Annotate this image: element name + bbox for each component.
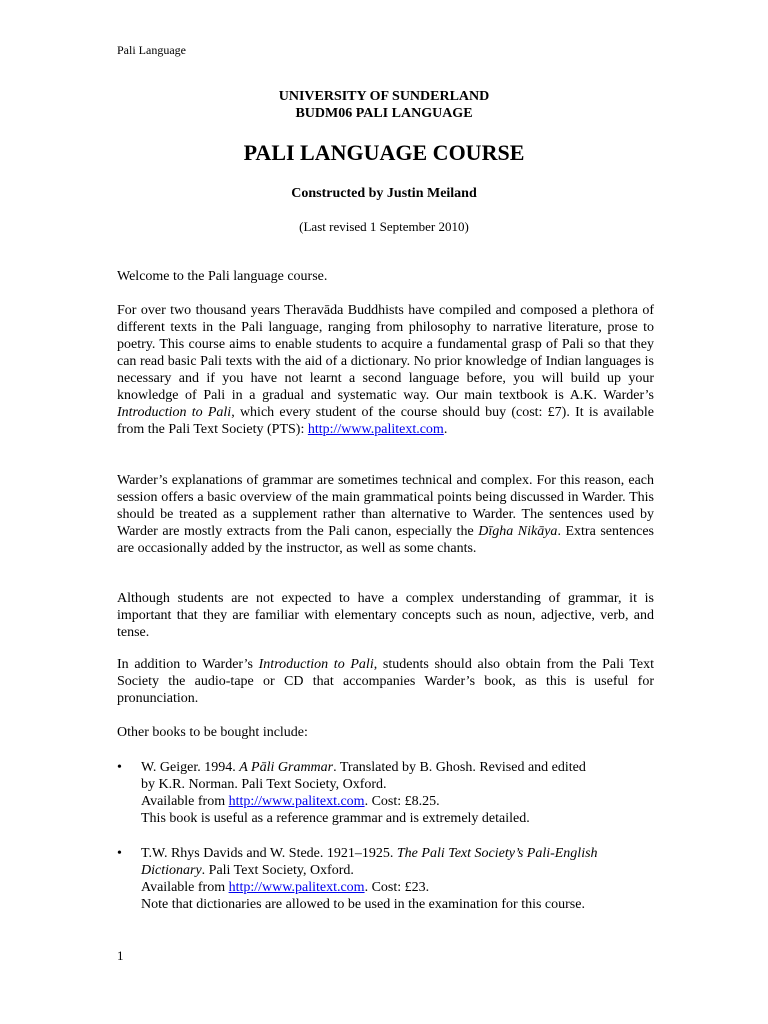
page-number: 1 <box>117 948 124 963</box>
textbook-title-2: Introduction to Pali <box>258 657 374 672</box>
digha-nikaya-title: Dīgha Nikāya <box>478 524 558 539</box>
page-title: PALI LANGUAGE COURSE <box>243 140 525 165</box>
grammar-paragraph <box>117 472 654 557</box>
bullet-icon: • <box>117 846 122 861</box>
list-item <box>117 845 657 913</box>
citation-line-2 <box>141 862 657 879</box>
availability-label: Available from <box>141 794 229 809</box>
audio-paragraph <box>117 656 654 707</box>
cost-text: . Cost: £8.25. <box>364 794 440 809</box>
citation-author: W. Geiger. 1994. <box>141 760 240 775</box>
list-item <box>117 759 657 827</box>
book-title: A Pāli Grammar <box>239 760 334 775</box>
citation-line-1 <box>141 845 657 862</box>
pts-link[interactable]: http://www.palitext.com <box>228 880 365 895</box>
concepts-paragraph: Although students are not expected to have a complex understanding of grammar, it is important that they are familiar with elementary concepts such as noun, adjective, verb, and tense. <box>117 591 654 640</box>
availability-line <box>141 793 657 810</box>
book-title: The Pali Text Society’s Pali-English <box>396 846 598 861</box>
intro-text-b: , which every student of the course should buy (cost: £7). It is available from the Pali Text Society (PTS): <box>117 405 654 437</box>
citation-line-1 <box>141 759 657 776</box>
book-note: Note that dictionaries are allowed to be used in the examination for this course. <box>141 897 585 912</box>
book-title-cont: Dictionary <box>141 863 202 878</box>
book-list-2 <box>117 845 657 913</box>
welcome-paragraph: Welcome to the Pali language course. <box>117 269 328 284</box>
running-header: Pali Language <box>117 43 186 57</box>
citation-line-2: by K.R. Norman. Pali Text Society, Oxford. <box>141 777 387 792</box>
intro-paragraph <box>117 302 654 438</box>
module-code: BUDM06 PALI LANGUAGE <box>295 106 473 121</box>
availability-line <box>141 879 657 896</box>
author-byline: Constructed by Justin Meiland <box>291 186 477 201</box>
university-heading <box>0 88 768 122</box>
citation-rest: . Pali Text Society, Oxford. <box>201 863 354 878</box>
availability-label: Available from <box>141 880 229 895</box>
citation-rest: . Translated by B. Ghosh. Revised and edited <box>333 760 586 775</box>
book-list <box>117 759 657 827</box>
textbook-title: Introduction to Pali <box>117 405 232 420</box>
pts-link[interactable]: http://www.palitext.com <box>307 422 444 437</box>
grammar-text-b: . Extra sentences are occasionally added by the instructor, as well as some chants. <box>117 524 655 556</box>
citation-author: T.W. Rhys Davids and W. Stede. 1921–1925. <box>141 846 397 861</box>
intro-text-c: . <box>443 422 448 437</box>
audio-text-a: In addition to Warder’s <box>117 657 259 672</box>
revision-date: (Last revised 1 September 2010) <box>299 219 469 234</box>
cost-text: . Cost: £23. <box>364 880 430 895</box>
intro-text-a: For over two thousand years Theravāda Buddhists have compiled and composed a plethora of different texts in the Pali language, ranging from philosophy to narrative literature, prose to poetry. This course aims to enable students to acquire a fundamental grasp of Pali so that they can read basic Pali texts with the aid of a dictionary. No prior knowledge of Indian languages is necessary and if you have not learnt a second language before, you will build up your knowledge of Pali in a gradual and systematic way. Our main textbook is A.K. Warder’s <box>117 303 654 403</box>
book-note: This book is useful as a reference grammar and is extremely detailed. <box>141 811 530 826</box>
grammar-text-a: Warder’s explanations of grammar are sometimes technical and complex. For this reason, each session offers a basic overview of the main grammatical points being discussed in Warder. This should be treated as a supplement rather than alternative to Warder. The sentences used by Warder are mostly extracts from the Pali canon, especially the <box>117 473 654 539</box>
other-books-intro: Other books to be bought include: <box>117 725 308 740</box>
university-name: UNIVERSITY OF SUNDERLAND <box>278 89 490 104</box>
bullet-icon: • <box>117 760 122 775</box>
audio-text-b: , students should also obtain from the Pali Text Society the audio-tape or CD that accompanies Warder’s book, as this is useful for pronunciation. <box>117 657 655 706</box>
pts-link[interactable]: http://www.palitext.com <box>228 794 365 809</box>
